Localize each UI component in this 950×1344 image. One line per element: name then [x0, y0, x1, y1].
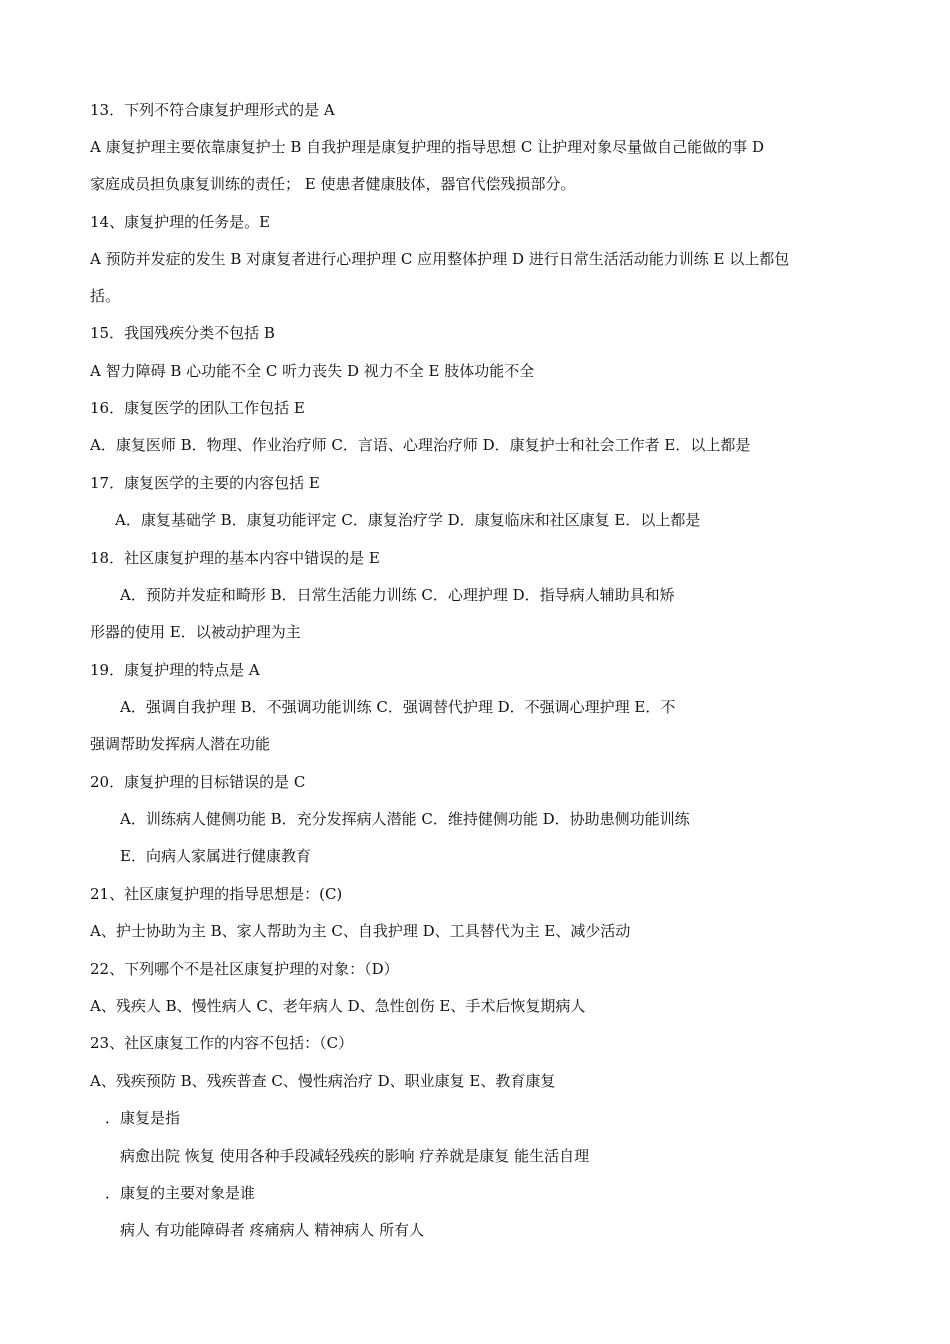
question-21: 21、社区康复护理的指导思想是：(C)	[90, 885, 343, 903]
question-rehab-definition: ．康复是指	[105, 1109, 181, 1127]
question-rehab-target: ．康复的主要对象是谁	[105, 1184, 256, 1202]
question-20: 20．康复护理的目标错误的是 C	[90, 773, 306, 791]
question-rehab-target-options: 病人 有功能障碍者 疼痛病人 精神病人 所有人	[120, 1221, 425, 1239]
question-23: 23、社区康复工作的内容不包括：（C）	[90, 1034, 354, 1052]
question-15-options: A 智力障碍 B 心功能不全 C 听力丧失 D 视力不全 E 肢体功能不全	[90, 362, 535, 380]
question-rehab-definition-options: 病愈出院 恢复 使用各种手段减轻残疾的影响 疗养就是康复 能生活自理	[120, 1147, 590, 1165]
question-20-options-cont: E．向病人家属进行健康教育	[120, 847, 311, 865]
question-13-options-cont: 家庭成员担负康复训练的责任； E 使患者健康肢体，器官代偿残损部分。	[90, 175, 576, 193]
question-14: 14、康复护理的任务是。E	[90, 213, 271, 231]
question-19-options: A．强调自我护理 B．不强调功能训练 C．强调替代护理 D．不强调心理护理 E．不	[120, 698, 676, 716]
question-18-options-cont: 形器的使用 E．以被动护理为主	[90, 623, 301, 641]
question-19: 19．康复护理的特点是 A	[90, 661, 260, 679]
question-14-options-cont: 括。	[90, 287, 121, 305]
question-13: 13．下列不符合康复护理形式的是 A	[90, 101, 335, 119]
question-16: 16．康复医学的团队工作包括 E	[90, 399, 305, 417]
question-16-options: A．康复医师 B．物理、作业治疗师 C．言语、心理治疗师 D．康复护士和社会工作者 E．以上都是	[90, 436, 751, 454]
question-17-options: A．康复基础学 B．康复功能评定 C．康复治疗学 D．康复临床和社区康复 E．以上都是	[115, 511, 701, 529]
question-15: 15．我国残疾分类不包括 B	[90, 324, 275, 342]
question-20-options: A．训练病人健侧功能 B．充分发挥病人潜能 C．维持健侧功能 D．协助患侧功能训练	[120, 810, 690, 828]
question-23-options: A、残疾预防 B、残疾普查 C、慢性病治疗 D、职业康复 E、教育康复	[90, 1072, 556, 1090]
question-21-options: A、护士协助为主 B、家人帮助为主 C、自我护理 D、工具替代为主 E、减少活动	[90, 922, 631, 940]
question-13-options: A 康复护理主要依靠康复护士 B 自我护理是康复护理的指导思想 C 让护理对象尽量做自己能做的事 D	[90, 138, 764, 156]
question-14-options: A 预防并发症的发生 B 对康复者进行心理护理 C 应用整体护理 D 进行日常生活活动能力训练 E 以上都包	[90, 250, 790, 268]
question-19-options-cont: 强调帮助发挥病人潜在功能	[90, 735, 271, 753]
question-18: 18．社区康复护理的基本内容中错误的是 E	[90, 549, 380, 567]
question-22-options: A、残疾人 B、慢性病人 C、老年病人 D、急性创伤 E、手术后恢复期病人	[90, 997, 586, 1015]
question-18-options: A．预防并发症和畸形 B．日常生活能力训练 C．心理护理 D．指导病人辅助具和矫	[120, 586, 675, 604]
question-22: 22、下列哪个不是社区康复护理的对象：（D）	[90, 960, 399, 978]
question-17: 17．康复医学的主要的内容包括 E	[90, 474, 320, 492]
